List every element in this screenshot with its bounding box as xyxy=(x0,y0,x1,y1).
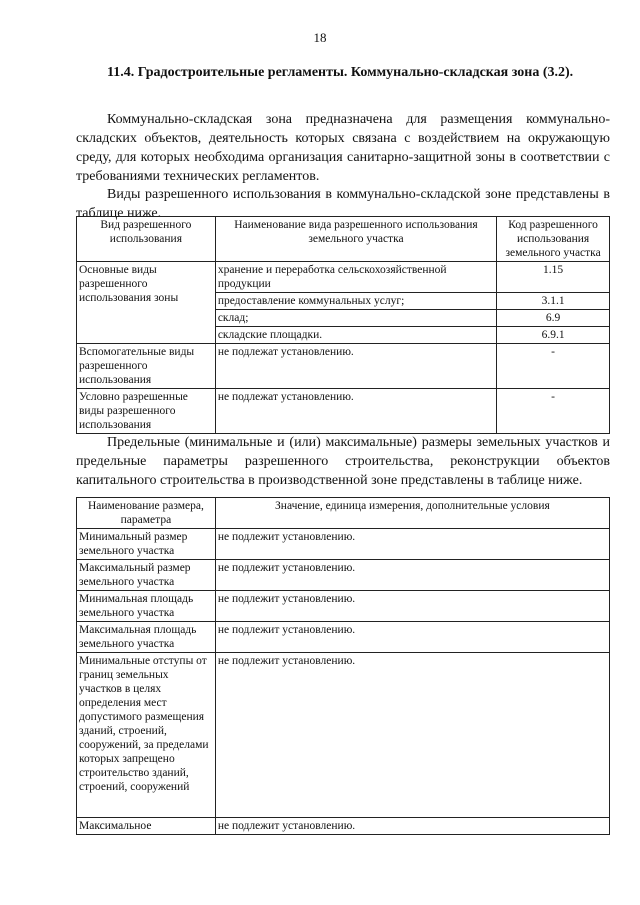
use-code-cell: 3.1.1 xyxy=(497,293,610,310)
table-row xyxy=(77,622,610,653)
param-value-cell: не подлежит установлению. xyxy=(215,818,609,835)
table-header-row xyxy=(77,217,610,262)
use-code-cell: - xyxy=(497,344,610,389)
param-value-cell: не подлежит установлению. xyxy=(215,560,609,591)
table-row xyxy=(77,560,610,591)
table-row xyxy=(77,653,610,818)
use-name-cell: не подлежат установлению. xyxy=(215,389,496,434)
use-name-cell: склад; xyxy=(215,310,496,327)
param-value-cell: не подлежит установлению. xyxy=(215,622,609,653)
intro-paragraph: Коммунально-складская зона предназначена для размещения коммунально-складских объектов, деятельность которых связана с воздействием на окружающую среду, для которых необходима организация санитарно-защитной зоны в соответствии с требованиями технических регламентов. xyxy=(76,112,610,184)
table-header-cell: Наименование вида разрешенного использования земельного участка xyxy=(215,217,496,262)
param-name-cell: Максимальная площадь земельного участка xyxy=(77,622,216,653)
param-name-cell: Минимальные отступы от границ земельных участков в целях определения мест допустимого размещения зданий, строений, сооружений, за пределами которых запрещено строительство зданий, строений, сооружений xyxy=(77,653,216,818)
use-kind-cell: Условно разрешенные виды разрешенного использования xyxy=(77,389,216,434)
table1-intro-paragraph: Виды разрешенного использования в коммунально-складской зоне представлены в таблице ниже. xyxy=(76,187,610,221)
param-name-cell: Минимальная площадь земельного участка xyxy=(77,591,216,622)
param-name-cell: Минимальный размер земельного участка xyxy=(77,529,216,560)
table-row xyxy=(77,389,610,434)
use-name-cell: складские площадки. xyxy=(215,327,496,344)
use-kind-cell: Вспомогательные виды разрешенного использования xyxy=(77,344,216,389)
table-header-row xyxy=(77,498,610,529)
use-kind-cell: Основные виды разрешенного использования зоны xyxy=(77,262,216,344)
table-row xyxy=(77,262,610,293)
param-value-cell: не подлежит установлению. xyxy=(215,653,609,818)
table2-intro-paragraph: Предельные (минимальные и (или) максимальные) размеры земельных участков и предельные параметры разрешенного строительства, реконструкции объектов капитального строительства в производственной зоне представлены в таблице ниже. xyxy=(76,435,610,488)
table-header-cell: Вид разрешенного использования xyxy=(77,217,216,262)
use-code-cell: 6.9.1 xyxy=(497,327,610,344)
use-code-cell: 6.9 xyxy=(497,310,610,327)
table-header-cell: Значение, единица измерения, дополнительные условия xyxy=(215,498,609,529)
param-value-cell: не подлежит установлению. xyxy=(215,591,609,622)
table-row xyxy=(77,529,610,560)
use-name-cell: предоставление коммунальных услуг; xyxy=(215,293,496,310)
table-header-cell: Код разрешенного использования земельного участка xyxy=(497,217,610,262)
parameters-table xyxy=(76,497,610,835)
use-code-cell: - xyxy=(497,389,610,434)
table-row xyxy=(77,591,610,622)
use-code-cell: 1.15 xyxy=(497,262,610,293)
section-heading: 11.4. Градостроительные регламенты. Коммунально-складская зона (3.2). xyxy=(107,65,574,80)
table-row xyxy=(77,344,610,389)
use-name-cell: хранение и переработка сельскохозяйственной продукции xyxy=(215,262,496,293)
permitted-use-table xyxy=(76,216,610,434)
table-row xyxy=(77,818,610,835)
table-header-cell: Наименование размера, параметра xyxy=(77,498,216,529)
use-name-cell: не подлежат установлению. xyxy=(215,344,496,389)
param-name-cell: Максимальное xyxy=(77,818,216,835)
param-value-cell: не подлежит установлению. xyxy=(215,529,609,560)
param-name-cell: Максимальный размер земельного участка xyxy=(77,560,216,591)
page-number: 18 xyxy=(313,30,327,45)
